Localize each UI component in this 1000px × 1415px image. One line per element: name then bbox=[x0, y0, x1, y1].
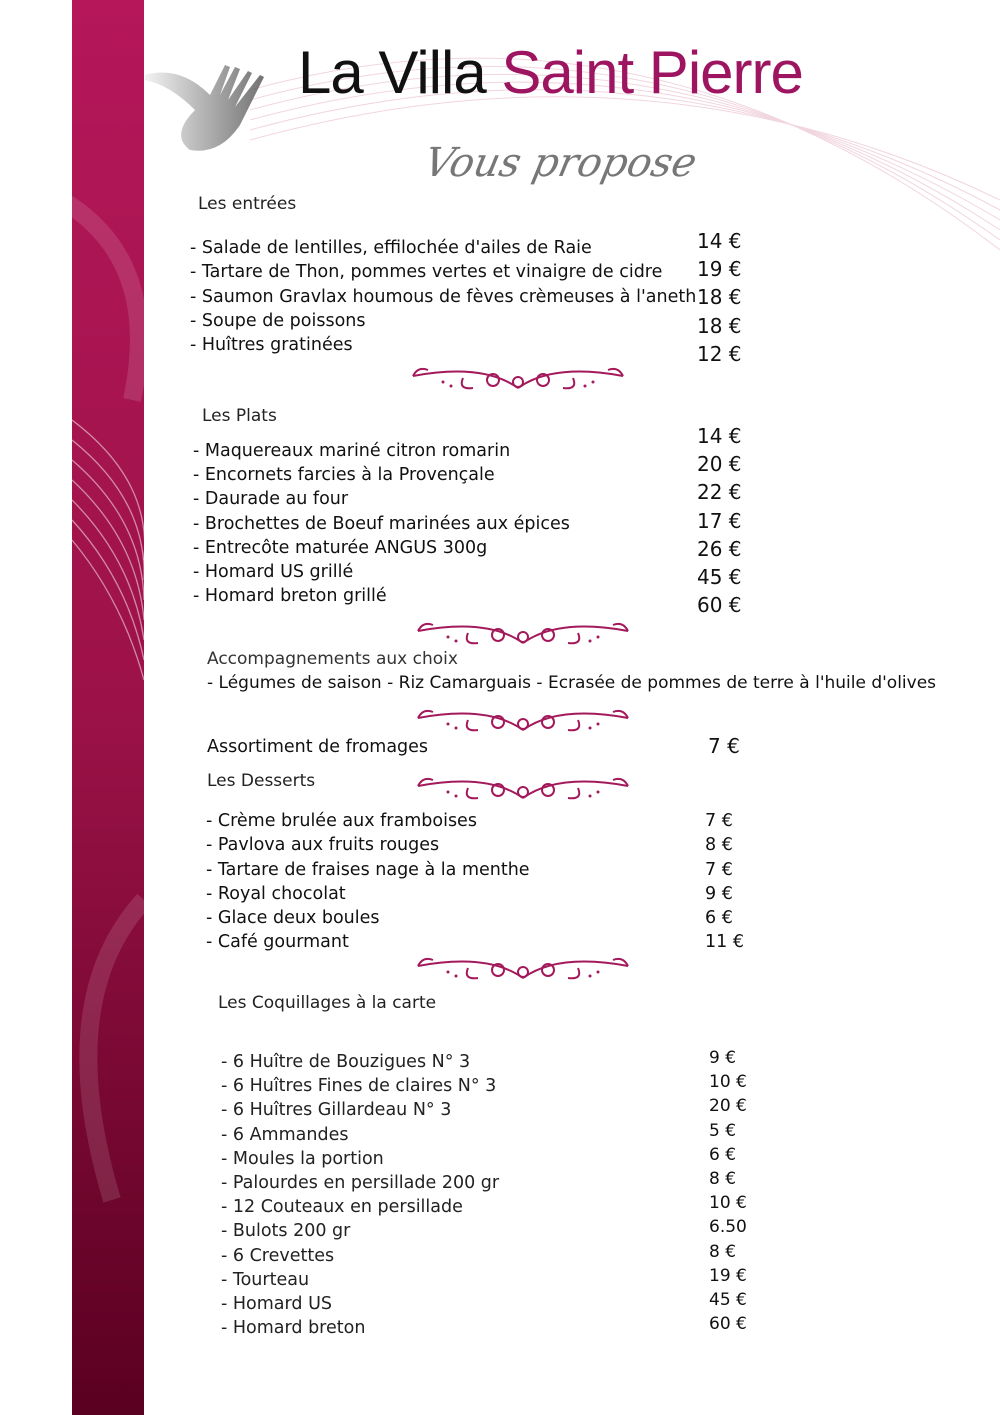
menu-price: 19 € bbox=[709, 1265, 747, 1286]
menu-price: 12 € bbox=[697, 341, 742, 366]
menu-item: - Homard breton bbox=[221, 1318, 366, 1339]
menu-price: 26 € bbox=[697, 536, 742, 561]
ornament-divider bbox=[408, 768, 638, 804]
fromages-price: 7 € bbox=[708, 734, 740, 758]
menu-price: 10 € bbox=[709, 1072, 747, 1093]
coquillages-items bbox=[221, 1050, 499, 1340]
menu-price: 20 € bbox=[697, 452, 742, 477]
menu-price: 14 € bbox=[697, 229, 742, 253]
menu-price: 6.50 bbox=[709, 1217, 747, 1238]
menu-item: - Encornets farcies à la Provençale bbox=[193, 465, 495, 486]
menu-item: - Tartare de fraises nage à la menthe bbox=[206, 859, 530, 880]
menu-item: - Daurade au four bbox=[193, 489, 349, 510]
menu-item: - Glace deux boules bbox=[206, 908, 380, 929]
menu-price: 60 € bbox=[709, 1314, 747, 1335]
coquillages-prices bbox=[709, 1046, 747, 1336]
ornament-divider bbox=[403, 358, 633, 394]
menu-item: - Tourteau bbox=[221, 1269, 310, 1290]
title-part2: Saint Pierre bbox=[501, 39, 803, 106]
accompagnements-text: - Légumes de saison - Riz Camarguais - Ecrasée de pommes de terre à l'huile d'olives bbox=[207, 673, 937, 693]
menu-price: 7 € bbox=[705, 811, 733, 831]
menu-price: 22 € bbox=[697, 480, 742, 505]
menu-item: - Tartare de Thon, pommes vertes et vinaigre de cidre bbox=[190, 262, 663, 283]
menu-item: - Bulots 200 gr bbox=[221, 1221, 351, 1242]
menu-item: - Pavlova aux fruits rouges bbox=[206, 835, 440, 856]
entrees-prices bbox=[697, 227, 742, 368]
decorative-band bbox=[72, 0, 144, 1415]
menu-item: - Homard breton grillé bbox=[193, 586, 387, 607]
menu-price: 10 € bbox=[709, 1193, 747, 1214]
menu-price: 20 € bbox=[709, 1096, 747, 1117]
menu-item: - 12 Couteaux en persillade bbox=[221, 1197, 463, 1218]
fromages-label: Assortiment de fromages bbox=[207, 737, 429, 757]
plats-prices bbox=[697, 422, 742, 619]
menu-price: 8 € bbox=[705, 835, 733, 856]
subtitle: Vous propose bbox=[420, 140, 701, 186]
menu-price: 19 € bbox=[697, 257, 742, 282]
menu-item: - Soupe de poissons bbox=[190, 310, 366, 331]
section-heading-plats: Les Plats bbox=[202, 406, 277, 426]
menu-price: 9 € bbox=[709, 1048, 737, 1068]
menu-item: - Brochettes de Boeuf marinées aux épices bbox=[193, 513, 570, 534]
menu-item: - Salade de lentilles, effilochée d'ailes de Raie bbox=[190, 238, 592, 258]
menu-item: - Moules la portion bbox=[221, 1148, 384, 1169]
menu-item: - Palourdes en persillade 200 gr bbox=[221, 1173, 500, 1194]
menu-price: 8 € bbox=[709, 1169, 737, 1190]
menu-price: 7 € bbox=[705, 859, 733, 880]
menu-price: 8 € bbox=[709, 1241, 737, 1262]
ornament-divider bbox=[408, 613, 638, 649]
ornament-divider bbox=[408, 700, 638, 736]
menu-price: 6 € bbox=[705, 908, 733, 929]
menu-price: 17 € bbox=[697, 508, 742, 533]
menu-item: - Homard US bbox=[221, 1294, 332, 1315]
ornament-divider bbox=[408, 948, 638, 984]
entrees-items bbox=[190, 236, 696, 357]
title-part1: La Villa bbox=[298, 39, 486, 106]
menu-price: 14 € bbox=[697, 424, 742, 448]
menu-price: 6 € bbox=[709, 1144, 737, 1165]
menu-price: 5 € bbox=[709, 1120, 737, 1141]
menu-item: - Royal chocolat bbox=[206, 883, 346, 904]
menu-item: - 6 Ammandes bbox=[221, 1124, 349, 1145]
menu-price: 18 € bbox=[697, 285, 742, 310]
menu-item: - 6 Crevettes bbox=[221, 1245, 335, 1266]
menu-item: - Crème brulée aux framboises bbox=[206, 811, 477, 831]
menu-item: - 6 Huître de Bouzigues N° 3 bbox=[221, 1052, 471, 1072]
menu-price: 11 € bbox=[705, 932, 744, 953]
fork-icon bbox=[140, 45, 290, 155]
menu-item: - Entrecôte maturée ANGUS 300g bbox=[193, 537, 488, 558]
desserts-prices bbox=[705, 809, 744, 955]
menu-price: 45 € bbox=[697, 565, 742, 590]
menu-price: 60 € bbox=[697, 593, 742, 618]
section-heading-entrees: Les entrées bbox=[198, 194, 297, 214]
restaurant-name bbox=[298, 38, 803, 107]
menu-item: - 6 Huîtres Gillardeau N° 3 bbox=[221, 1100, 452, 1121]
menu-item: - Café gourmant bbox=[206, 932, 349, 953]
menu-price: 18 € bbox=[697, 313, 742, 338]
menu-item: - Saumon Gravlax houmous de fèves crèmeuses à l'aneth bbox=[190, 286, 697, 307]
menu-item: - 6 Huîtres Fines de claires N° 3 bbox=[221, 1076, 497, 1097]
menu-price: 9 € bbox=[705, 883, 733, 904]
menu-item: - Maquereaux mariné citron romarin bbox=[193, 441, 511, 461]
plats-items bbox=[193, 439, 570, 608]
section-heading-coquillages: Les Coquillages à la carte bbox=[218, 993, 437, 1013]
menu-price: 45 € bbox=[709, 1290, 747, 1311]
swirl-lines bbox=[72, 0, 144, 1415]
section-heading-accompagnements: Accompagnements aux choix bbox=[207, 649, 458, 669]
section-heading-desserts: Les Desserts bbox=[207, 771, 316, 791]
menu-item: - Homard US grillé bbox=[193, 562, 354, 583]
desserts-items bbox=[206, 809, 530, 955]
menu-item: - Huîtres gratinées bbox=[190, 335, 353, 356]
